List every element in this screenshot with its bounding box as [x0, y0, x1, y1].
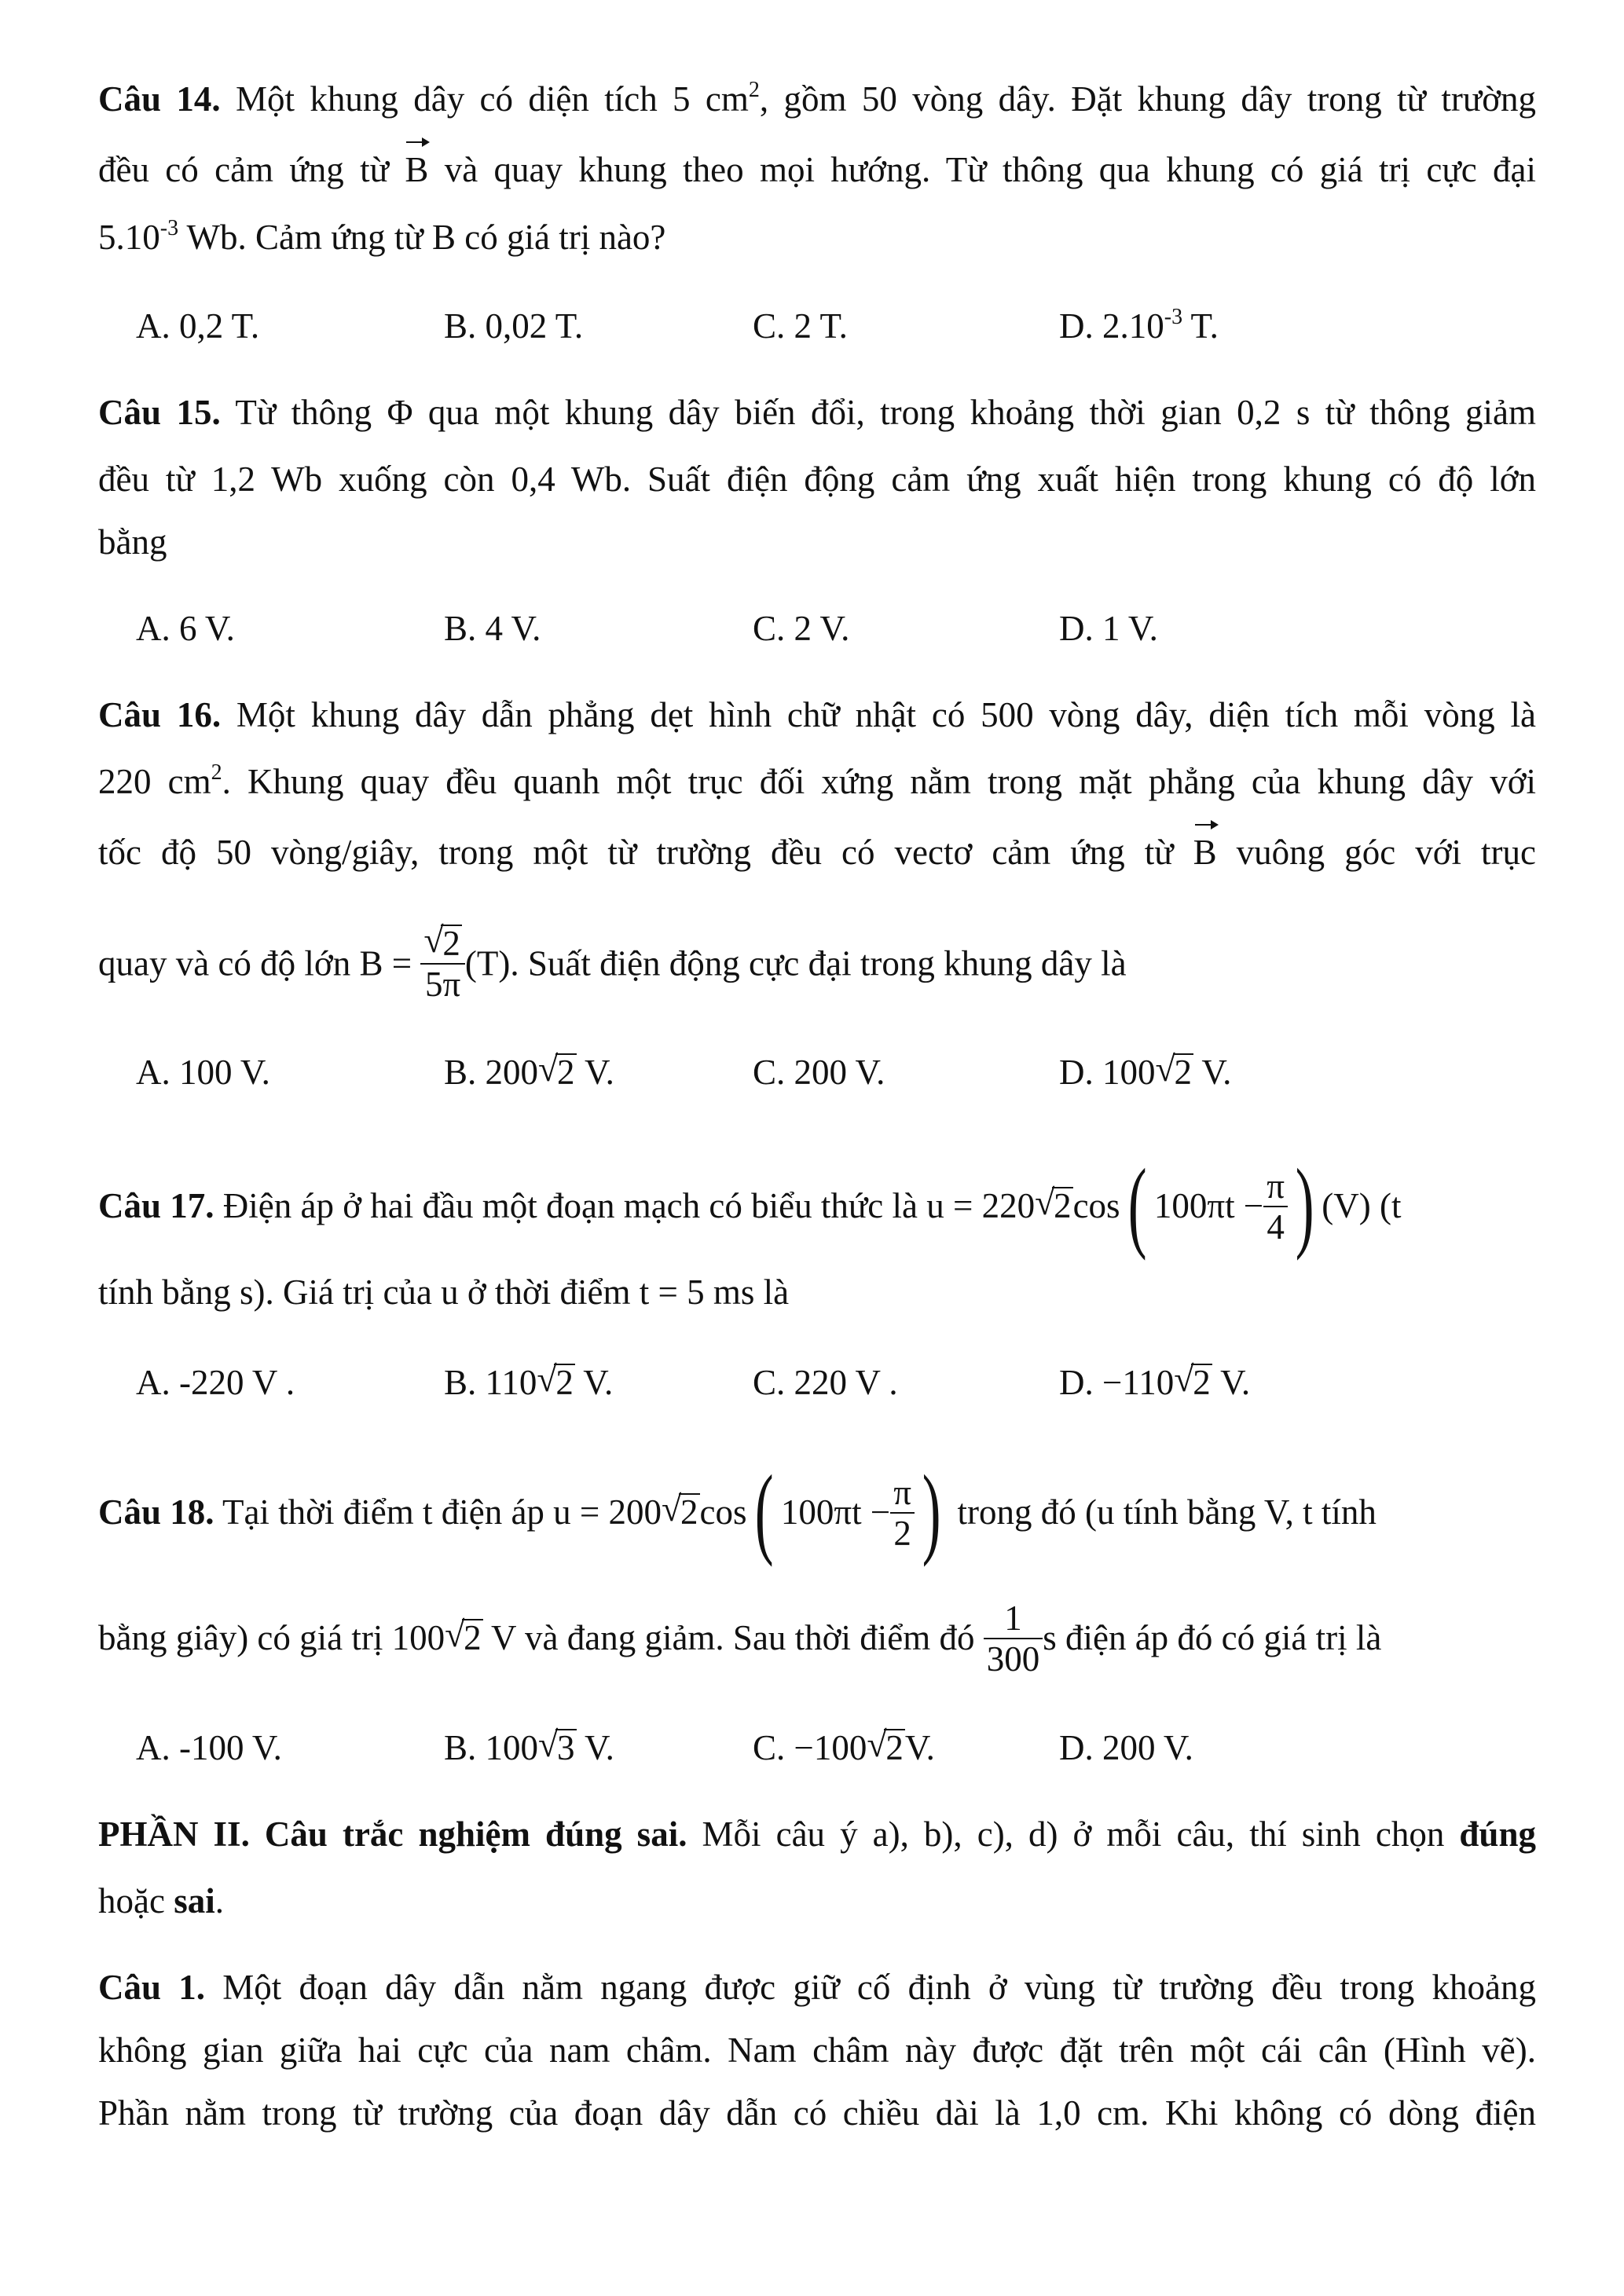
superscript: 2 — [211, 760, 222, 785]
question-label: Câu 1. — [98, 1968, 205, 2007]
q15-options — [136, 605, 1472, 652]
q16-line-1 — [98, 691, 1536, 738]
q16-line-3 — [98, 829, 1536, 876]
radicand: 2 — [885, 1728, 904, 1767]
numerator: π — [1263, 1166, 1288, 1207]
option-a: A. 0,2 T. — [136, 306, 260, 346]
denominator: 300 — [986, 1639, 1040, 1679]
fraction — [890, 1473, 915, 1553]
q16-options — [136, 1049, 1472, 1096]
option-b — [444, 1049, 614, 1096]
text: hoặc — [98, 1881, 174, 1921]
option-d — [1059, 1049, 1231, 1096]
q14-options — [136, 302, 1472, 350]
numerator: 1 — [984, 1598, 1043, 1639]
option-a: A. 100 V. — [136, 1053, 270, 1092]
radicand: 2 — [464, 1618, 482, 1657]
denominator: 2 — [893, 1513, 911, 1553]
q17-line-1 — [98, 1148, 1536, 1262]
denominator: 5π — [425, 965, 461, 1004]
text: bằng giây) có giá trị 100 — [98, 1618, 445, 1657]
text: bằng — [98, 522, 167, 562]
question-label: Câu 14. — [98, 79, 221, 119]
text: trong đó (u tính bằng V, t tính — [948, 1492, 1377, 1532]
question-label: Câu 15. — [98, 393, 221, 432]
bold-text: đúng — [1459, 1814, 1536, 1854]
text: V. — [1193, 1053, 1232, 1092]
text: B. 110 — [444, 1363, 537, 1402]
text: V. — [574, 1363, 614, 1402]
question-label: Câu 17. — [98, 1186, 214, 1225]
text: tính bằng s). Giá trị của u ở thời điểm t = 5 ms là — [98, 1273, 790, 1312]
section-title: PHẦN II. Câu trắc nghiệm đúng sai. — [98, 1814, 687, 1854]
text: đều có cảm ứng từ — [98, 150, 405, 189]
radicand: 2 — [680, 1492, 698, 1532]
option-a: A. 6 V. — [136, 609, 235, 648]
text: Một khung dây dẫn phẳng dẹt hình chữ nhật có 500 vòng dây, diện tích mỗi vòng là — [221, 695, 1536, 734]
option-d: D. 200 V. — [1059, 1728, 1193, 1767]
radicand: 2 — [442, 924, 460, 963]
text: Điện áp ở hai đầu một đoạn mạch có biểu thức là u = 220 — [214, 1186, 1036, 1225]
radicand: 2 — [555, 1363, 574, 1402]
text: Mỗi câu ý a), b), c), d) ở mỗi câu, thí sinh chọn — [687, 1814, 1460, 1854]
q14-line-2 — [98, 146, 1536, 193]
q18-line-1 — [98, 1454, 1536, 1568]
text: không gian giữa hai cực của nam châm. Nam châm này được đặt trên một cái cân (Hình vẽ). — [98, 2031, 1536, 2070]
option-b: B. 4 V. — [444, 609, 541, 648]
text: (T). Suất điện động cực đại trong khung dây là — [464, 943, 1127, 983]
denominator: 4 — [1267, 1207, 1285, 1247]
option-d — [1059, 1359, 1250, 1406]
option-c: C. 2 T. — [753, 306, 848, 346]
left-paren: ( — [1127, 1148, 1147, 1262]
q17-options — [136, 1359, 1472, 1406]
text: 100πt − — [780, 1492, 891, 1532]
text: Từ thông Φ qua một khung dây biến đổi, trong khoảng thời gian 0,2 s từ thông giảm — [220, 393, 1537, 432]
bold-text: sai — [174, 1881, 215, 1921]
text: (V) (t — [1322, 1186, 1402, 1225]
left-paren: ( — [754, 1454, 774, 1568]
radicand: 2 — [557, 1053, 575, 1092]
text: C. −100 — [753, 1728, 867, 1767]
text: . Khung quay đều quanh một trục đối xứng nằm trong mặt phẳng của khung dây với — [222, 762, 1536, 801]
text: V. — [576, 1728, 614, 1767]
text: 100πt − — [1153, 1186, 1264, 1225]
q15-line-2 — [98, 456, 1536, 503]
option-a: A. -100 V. — [136, 1728, 282, 1767]
q18-options — [136, 1724, 1472, 1771]
text: Phần nằm trong từ trường của đoạn dây dẫn có chiều dài là 1,0 cm. Khi không có dòng điện — [98, 2093, 1536, 2133]
option-b: B. 0,02 T. — [444, 306, 584, 346]
text: D. 100 — [1059, 1053, 1156, 1092]
text: cos — [1072, 1186, 1120, 1225]
text: cos — [699, 1492, 747, 1532]
fraction — [1263, 1166, 1288, 1247]
part2-line-1 — [98, 1811, 1536, 1858]
text: . — [214, 1881, 224, 1921]
part2-line-2 — [98, 1877, 1536, 1924]
option-c: C. 220 V . — [753, 1363, 898, 1402]
q16-line-4 — [98, 924, 1536, 1005]
q14-line-1 — [98, 75, 1536, 123]
option-c: C. 200 V. — [753, 1053, 885, 1092]
q18-line-2 — [98, 1595, 1536, 1681]
option-d: D. 1 V. — [1059, 609, 1158, 648]
text: V. — [576, 1053, 614, 1092]
q15-line-1 — [98, 389, 1536, 436]
superscript: 2 — [748, 78, 760, 102]
text: Tại thời điểm t điện áp u = 200 — [214, 1492, 662, 1532]
q15-line-3 — [98, 518, 1536, 566]
q17-line-2 — [98, 1269, 1536, 1316]
text: Một khung dây có diện tích 5 cm — [220, 79, 749, 119]
superscript: -3 — [159, 216, 179, 240]
option-b — [444, 1359, 613, 1406]
text: D. −110 — [1059, 1363, 1175, 1402]
q1-line-2 — [98, 2027, 1536, 2074]
text: vuông góc với trục — [1216, 833, 1536, 872]
numerator: π — [890, 1473, 915, 1514]
option-b — [444, 1724, 614, 1771]
option-c: C. 2 V. — [753, 609, 850, 648]
right-paren: ) — [1295, 1148, 1314, 1262]
text: quay và có độ lớn B = — [98, 943, 421, 983]
text: B. 100 — [444, 1728, 539, 1767]
radicand: 2 — [1054, 1186, 1072, 1225]
question-label: Câu 16. — [98, 695, 222, 734]
q14-line-3 — [98, 214, 1536, 261]
vector-symbol: B — [405, 146, 428, 193]
text: , gồm 50 vòng dây. Đặt khung dây trong từ trường — [759, 79, 1537, 119]
text: V và đang giảm. Sau thời điểm đó — [482, 1618, 984, 1657]
text: B. 200 — [444, 1053, 539, 1092]
text: 220 cm — [98, 762, 211, 801]
option-a: A. -220 V . — [136, 1363, 295, 1402]
question-label: Câu 18. — [98, 1492, 214, 1532]
text: V. — [1212, 1363, 1251, 1402]
right-paren: ) — [922, 1454, 941, 1568]
text: s điện áp đó có giá trị là — [1043, 1618, 1382, 1657]
text: và quay khung theo mọi hướng. Từ thông qua khung có giá trị cực đại — [428, 150, 1536, 189]
vector-symbol: B — [1193, 829, 1217, 876]
text: V. — [904, 1728, 935, 1767]
superscript: -3 — [1164, 305, 1183, 329]
text: đều từ 1,2 Wb xuống còn 0,4 Wb. Suất điện động cảm ứng xuất hiện trong khung có độ lớn — [98, 460, 1536, 499]
text: 5.10 — [98, 218, 160, 257]
fraction — [984, 1598, 1043, 1679]
q1-line-1 — [98, 1964, 1536, 2011]
q1-line-3 — [98, 2089, 1536, 2137]
text: tốc độ 50 vòng/giây, trong một từ trường đều có vectơ cảm ứng từ — [98, 833, 1193, 872]
option-c — [753, 1724, 935, 1771]
text: Một đoạn dây dẫn nằm ngang được giữ cố định ở vùng từ trường đều trong khoảng — [205, 1968, 1536, 2007]
fraction — [420, 924, 465, 1004]
option-d — [1059, 302, 1219, 355]
text: D. 2.10 — [1059, 306, 1164, 346]
radicand: 3 — [557, 1728, 575, 1767]
text: T. — [1182, 306, 1219, 346]
radicand: 2 — [1193, 1363, 1211, 1402]
text: Wb. Cảm ứng từ B có giá trị nào? — [178, 218, 666, 257]
radicand: 2 — [1174, 1053, 1192, 1092]
q16-line-2 — [98, 758, 1536, 805]
